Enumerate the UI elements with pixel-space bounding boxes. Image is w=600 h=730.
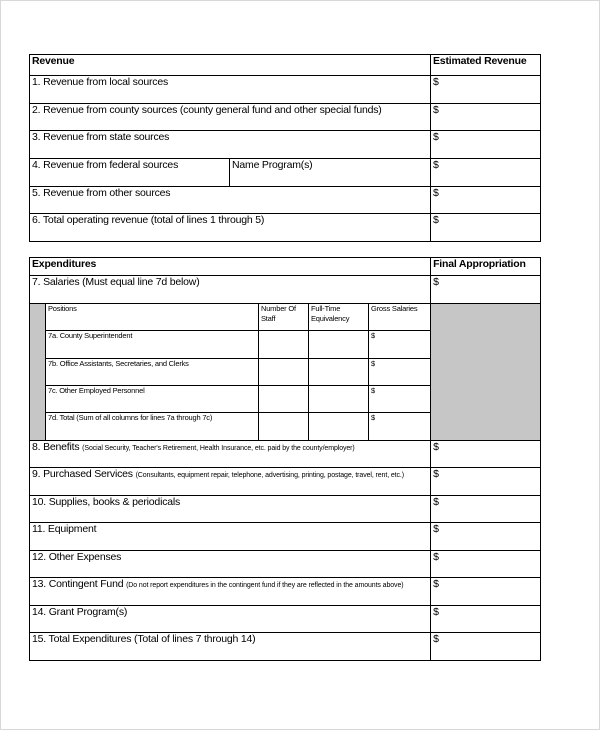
expenditures-table — [29, 257, 541, 661]
revenue-row-value[interactable]: $ — [431, 104, 541, 131]
fte-cell[interactable] — [309, 413, 369, 441]
row-note: (Social Security, Teacher's Retirement, Health Insurance, etc. paid by the county/employer) — [82, 445, 355, 452]
revenue-table — [29, 54, 541, 242]
revenue-row-value[interactable]: $ — [431, 159, 541, 187]
row-value[interactable]: $ — [431, 551, 541, 578]
revenue-row-label: 5. Revenue from other sources — [30, 187, 431, 214]
fte-header: Full-Time Equivalency — [309, 304, 369, 331]
row-label: 8. Benefits — [32, 441, 80, 453]
row-label: 15. Total Expenditures (Total of lines 7 through 14) — [30, 633, 431, 661]
benefits-row — [30, 441, 431, 468]
salary-row-label: 7b. Office Assistants, Secretaries, and Clerks — [46, 359, 259, 386]
row-note: (Do not report expenditures in the contingent fund if they are reflected in the amounts above) — [126, 582, 404, 589]
revenue-row-label: 2. Revenue from county sources (county general fund and other special funds) — [30, 104, 431, 131]
row-note: (Consultants, equipment repair, telephone, advertising, printing, postage, travel, rent, etc.) — [135, 472, 405, 479]
revenue-row-value[interactable]: $ — [431, 214, 541, 242]
name-programs-field[interactable]: Name Program(s) — [230, 159, 431, 187]
revenue-row-label: 1. Revenue from local sources — [30, 76, 431, 104]
row-value[interactable]: $ — [431, 523, 541, 551]
purchased-services-row — [30, 468, 431, 496]
row-value[interactable]: $ — [431, 578, 541, 606]
final-appropriation-header: Final Appropriation — [431, 258, 541, 276]
revenue-row-label: 4. Revenue from federal sources — [30, 159, 230, 187]
row-label: 9. Purchased Services — [32, 468, 133, 480]
revenue-row-value[interactable]: $ — [431, 76, 541, 104]
fte-cell[interactable] — [309, 331, 369, 359]
gross-salaries-header: Gross Salaries — [369, 304, 431, 331]
salary-row-label: 7a. County Superintendent — [46, 331, 259, 359]
staff-cell[interactable] — [259, 413, 309, 441]
gray-spacer-left — [30, 304, 46, 441]
fte-cell[interactable] — [309, 359, 369, 386]
revenue-header: Revenue — [30, 55, 431, 76]
gross-salary-cell[interactable]: $ — [369, 359, 431, 386]
row-label: 10. Supplies, books & periodicals — [30, 496, 431, 523]
estimated-revenue-header: Estimated Revenue — [431, 55, 541, 76]
staff-cell[interactable] — [259, 386, 309, 413]
salary-row-label: 7c. Other Employed Personnel — [46, 386, 259, 413]
gross-salary-cell[interactable]: $ — [369, 413, 431, 441]
row-label: 11. Equipment — [30, 523, 431, 551]
gross-salary-cell[interactable]: $ — [369, 386, 431, 413]
staff-cell[interactable] — [259, 359, 309, 386]
row-label: 14. Grant Program(s) — [30, 606, 431, 633]
gross-salary-cell[interactable]: $ — [369, 331, 431, 359]
contingent-fund-row — [30, 578, 431, 606]
revenue-row-value[interactable]: $ — [431, 187, 541, 214]
row-value[interactable]: $ — [431, 468, 541, 496]
revenue-row-value[interactable]: $ — [431, 131, 541, 159]
row-value[interactable]: $ — [431, 633, 541, 661]
gray-spacer-right — [431, 304, 541, 441]
row-label: 12. Other Expenses — [30, 551, 431, 578]
positions-header: Positions — [46, 304, 259, 331]
row-value[interactable]: $ — [431, 496, 541, 523]
salaries-label: 7. Salaries (Must equal line 7d below) — [30, 276, 431, 304]
expenditures-header: Expenditures — [30, 258, 431, 276]
revenue-row-label: 6. Total operating revenue (total of lines 1 through 5) — [30, 214, 431, 242]
salary-row-label: 7d. Total (Sum of all columns for lines 7a through 7c) — [46, 413, 259, 441]
revenue-row-label: 3. Revenue from state sources — [30, 131, 431, 159]
row-value[interactable]: $ — [431, 441, 541, 468]
fte-cell[interactable] — [309, 386, 369, 413]
staff-cell[interactable] — [259, 331, 309, 359]
row-value[interactable]: $ — [431, 606, 541, 633]
number-of-staff-header: Number Of Staff — [259, 304, 309, 331]
salaries-value[interactable]: $ — [431, 276, 541, 304]
row-label: 13. Contingent Fund — [32, 578, 124, 590]
